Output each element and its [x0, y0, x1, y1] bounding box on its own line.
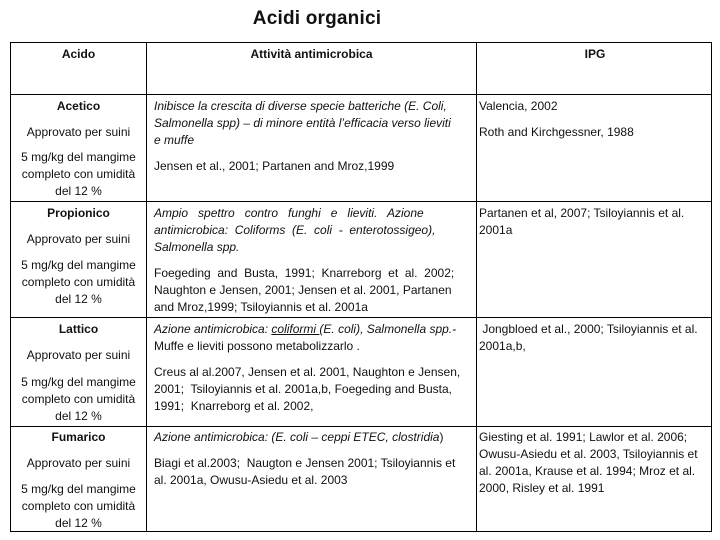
dose-line: completo con umidità — [21, 167, 136, 181]
page-title: Acidi organici — [252, 8, 382, 29]
activity-text: ) — [439, 430, 444, 444]
acid-name: Acetico — [56, 99, 101, 113]
acids-table — [10, 42, 712, 532]
ipg-line: Valencia, 2002 — [479, 99, 558, 113]
reference-line: 2001; Tsiloyiannis et al. 2001a,b, Foegeding and Busta, — [154, 382, 452, 396]
approval-text: Approvato per suini — [26, 348, 131, 362]
activity-line: e muffe — [154, 133, 195, 147]
reference-line: al. 2001a, Owusu-Asiedu et al. 2003 — [154, 473, 348, 487]
dose-line: 5 mg/kg del mangime — [21, 258, 136, 272]
acid-name: Fumarico — [51, 430, 106, 444]
reference-line: and Mroz,1999; Tsiloyiannis et al. 2001a — [154, 300, 368, 314]
dose-line: del 12 % — [55, 409, 102, 423]
dose-line: completo con umidità — [21, 392, 136, 406]
reference-line: Creus al al.2007, Jensen et al. 2001, Naughton e Jensen, — [154, 365, 461, 379]
acid-name: Propionico — [47, 206, 110, 220]
row-divider — [11, 94, 711, 95]
ipg-line: 2001a,b, — [479, 339, 526, 353]
reference-line: Foegeding and Busta, 1991; Knarreborg et al. 2002; — [154, 266, 455, 280]
header-activity: Attività antimicrobica — [250, 47, 373, 61]
dose-line: del 12 % — [55, 184, 102, 198]
reference-line: 1991; Knarreborg et al. 2002, — [154, 399, 314, 413]
approval-text: Approvato per suini — [26, 125, 131, 139]
activity-line — [154, 321, 456, 338]
dose-line: completo con umidità — [21, 275, 136, 289]
acid-name: Lattico — [58, 322, 99, 336]
ipg-line: Jongbloed et al., 2000; Tsiloyiannis et al. — [479, 322, 698, 336]
header-ipg: IPG — [584, 47, 606, 61]
ipg-line: Roth and Kirchgessner, 1988 — [479, 125, 634, 139]
reference-line: Biagi et al.2003; Naugton e Jensen 2001; Tsiloyiannis et — [154, 456, 456, 470]
approval-text: Approvato per suini — [26, 232, 131, 246]
activity-line: Salmonella spp. — [154, 240, 240, 254]
reference-line: Jensen et al., 2001; Partanen and Mroz,1999 — [154, 159, 395, 173]
reference-line: Naughton e Jensen, 2001; Jensen et al. 2001, Partanen — [154, 283, 452, 297]
activity-line: Ampio spettro contro funghi e lieviti. Azione — [154, 206, 424, 220]
approval-text: Approvato per suini — [26, 456, 131, 470]
dose-line: completo con umidità — [21, 499, 136, 513]
row-divider — [11, 426, 711, 427]
row-divider — [11, 317, 711, 318]
column-divider — [146, 43, 147, 531]
activity-line: Muffe e lieviti possono metabolizzarlo . — [154, 339, 360, 353]
dose-line: 5 mg/kg del mangime — [21, 482, 136, 496]
ipg-line: al. 2001a, Krause et al. 1994; Mroz et al. — [479, 464, 696, 478]
dose-line: del 12 % — [55, 292, 102, 306]
ipg-line: Owusu-Asiedu et al. 2003, Tsiloyiannis et — [479, 447, 698, 461]
activity-line: Salmonella spp) – di minore entità l’efficacia verso lieviti — [154, 116, 451, 130]
column-divider — [476, 43, 477, 531]
activity-text: clostridia — [392, 430, 440, 444]
activity-text: Azione antimicrobica: (E. coli – ceppi ETEC, — [154, 430, 393, 444]
ipg-line: 2000, Risley et al. 1991 — [479, 481, 605, 495]
activity-line: antimicrobica: Coliforms (E. coli - enterotossigeo), — [154, 223, 436, 237]
row-divider — [11, 201, 711, 202]
dose-line: del 12 % — [55, 516, 102, 530]
dose-line: 5 mg/kg del mangime — [21, 150, 136, 164]
activity-line: Inibisce la crescita di diverse specie batteriche (E. Coli, — [154, 99, 447, 113]
ipg-line: Partanen et al, 2007; Tsiloyiannis et al. — [479, 206, 685, 220]
ipg-line: 2001a — [479, 223, 513, 237]
activity-line — [154, 429, 443, 446]
dose-line: 5 mg/kg del mangime — [21, 375, 136, 389]
header-acid: Acido — [61, 47, 96, 61]
activity-text: Azione antimicrobica: — [154, 322, 272, 336]
activity-underlined-text: coliformi — [271, 322, 320, 336]
activity-text: (E. coli), Salmonella spp.- — [319, 322, 457, 336]
ipg-line: Giesting et al. 1991; Lawlor et al. 2006; — [479, 430, 688, 444]
